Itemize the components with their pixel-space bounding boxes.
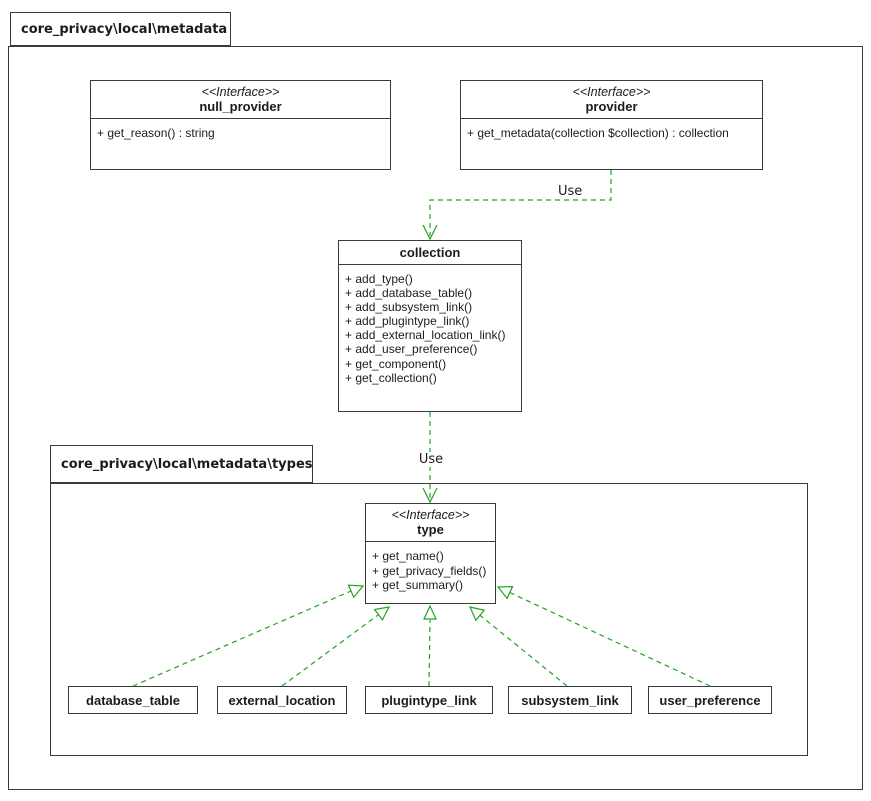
- method-item: + add_subsystem_link(): [345, 300, 473, 315]
- class-header: [366, 504, 495, 542]
- method-item: + get_reason() : string: [97, 126, 215, 140]
- class-box-user-preference: [648, 686, 772, 714]
- method-item: + get_metadata(collection $collection) : collection: [467, 126, 729, 140]
- class-box-provider: [460, 80, 763, 170]
- class-name: type: [417, 522, 444, 537]
- class-name: null_provider: [199, 99, 282, 114]
- class-box-null-provider: [90, 80, 391, 170]
- class-header: [461, 81, 762, 119]
- class-methods: [339, 265, 521, 385]
- method-item: + add_user_preference(): [345, 342, 478, 357]
- class-name: plugintype_link: [381, 692, 477, 708]
- class-methods: [461, 119, 762, 140]
- class-name: collection: [399, 245, 461, 260]
- class-methods: [91, 119, 390, 140]
- package-label: core_privacy\local\metadata: [21, 21, 228, 37]
- package-tab-core-privacy-local-metadata-types: [50, 445, 313, 483]
- class-box-external-location: [217, 686, 347, 714]
- method-item: + get_summary(): [372, 578, 464, 593]
- class-name: subsystem_link: [521, 692, 619, 708]
- edge-label-use-provider-collection: Use: [558, 184, 583, 199]
- class-methods: [366, 542, 495, 593]
- method-item: + add_database_table(): [345, 286, 473, 301]
- stereotype-label: <<Interface>>: [391, 508, 470, 522]
- class-box-subsystem-link: [508, 686, 632, 714]
- package-label: core_privacy\local\metadata\types: [61, 456, 313, 472]
- method-item: + add_external_location_link(): [345, 328, 506, 343]
- method-item: + get_component(): [345, 356, 447, 371]
- method-item: + add_type(): [345, 272, 413, 286]
- class-name: external_location: [228, 692, 336, 708]
- class-name: provider: [585, 99, 638, 114]
- stereotype-label: <<Interface>>: [201, 85, 280, 99]
- class-box-database-table: [68, 686, 198, 714]
- edge-label-use-collection-type: Use: [414, 452, 448, 467]
- method-item: + get_collection(): [345, 370, 437, 385]
- class-name: user_preference: [659, 692, 761, 708]
- class-name: database_table: [86, 692, 180, 708]
- stereotype-label: <<Interface>>: [572, 85, 651, 99]
- package-tab-core-privacy-local-metadata: [10, 12, 231, 46]
- method-item: + get_name(): [372, 549, 444, 563]
- class-box-plugintype-link: [365, 686, 493, 714]
- class-box-type: [365, 503, 496, 604]
- method-item: + get_privacy_fields(): [372, 563, 487, 578]
- class-header: [339, 241, 521, 265]
- class-box-collection: [338, 240, 522, 412]
- method-item: + add_plugintype_link(): [345, 314, 470, 329]
- class-header: [91, 81, 390, 119]
